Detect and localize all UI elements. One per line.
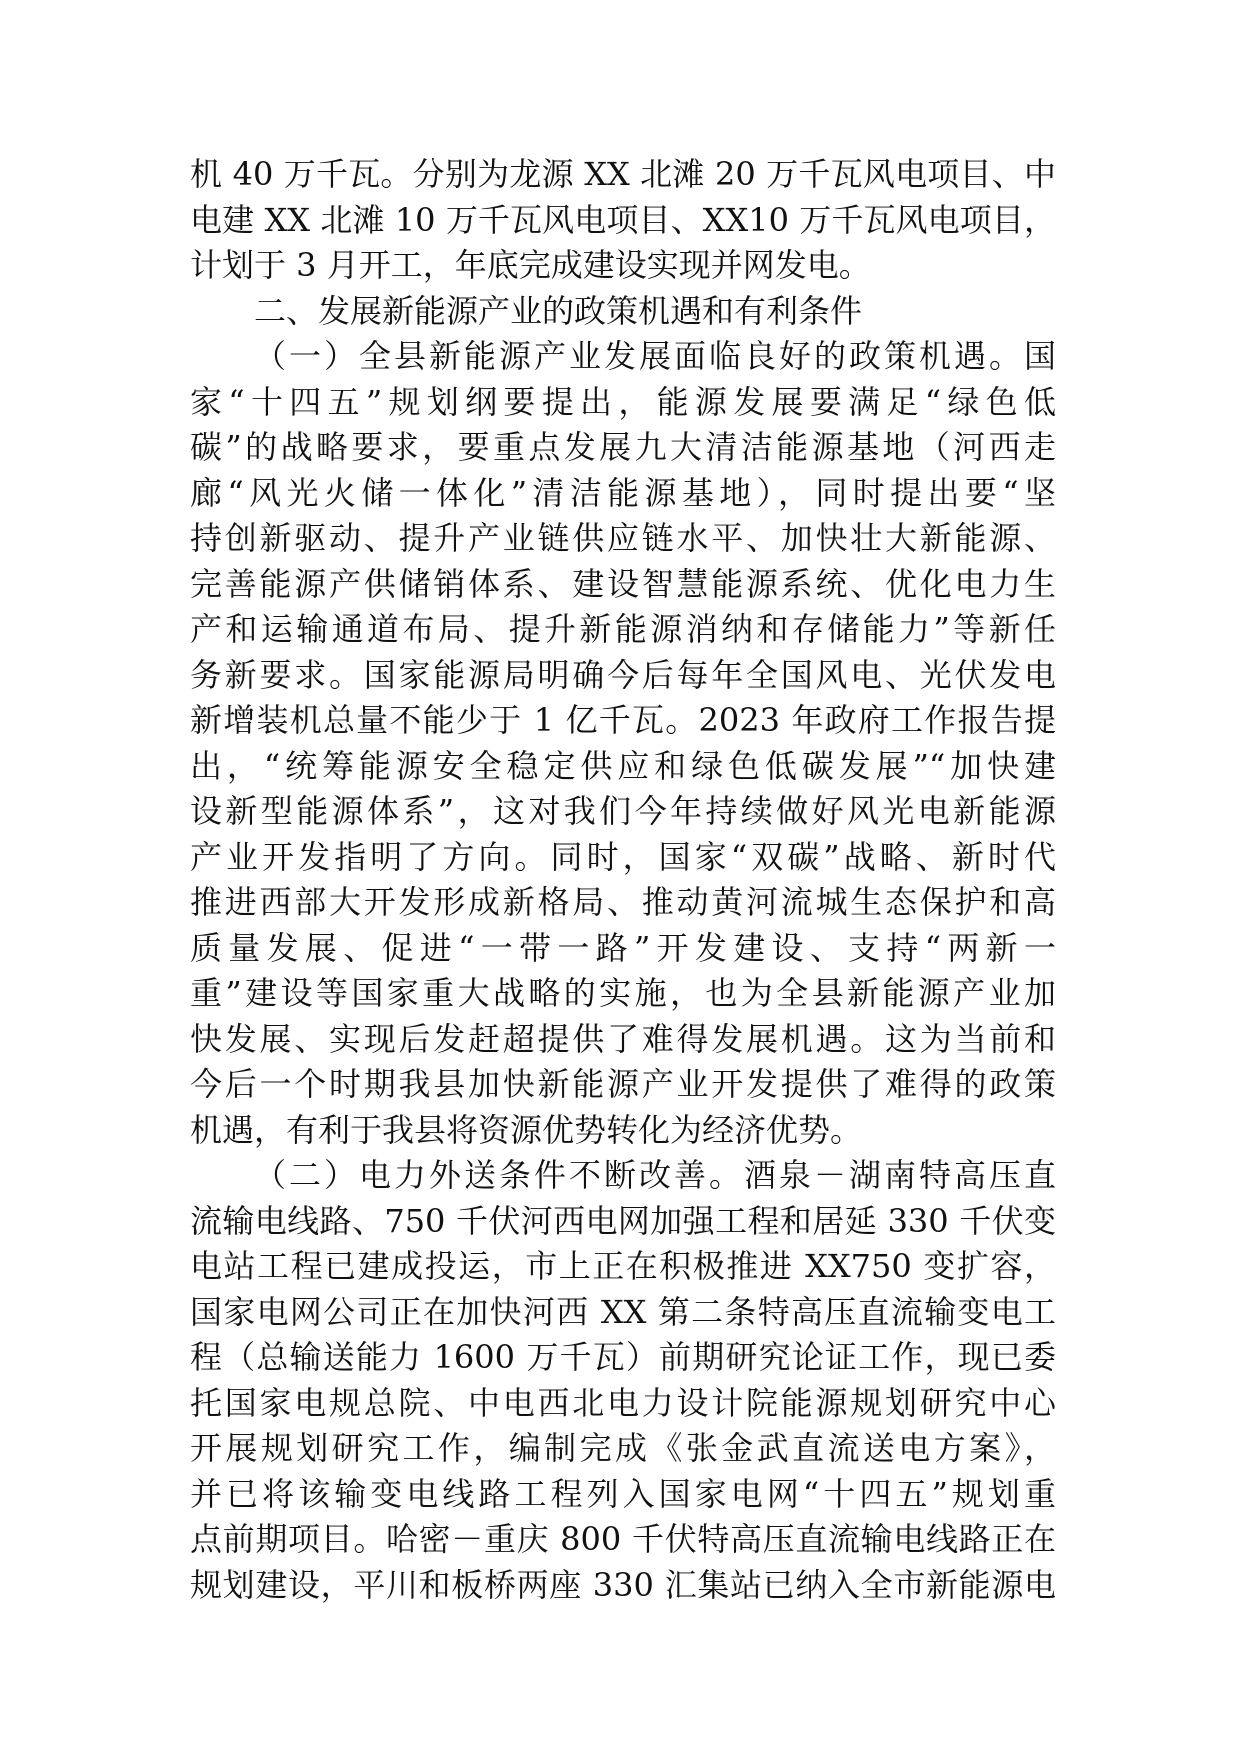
text-line: 新增装机总量不能少于 1 亿千瓦。2023 年政府工作报告提 xyxy=(190,701,1056,739)
text-line: 计划于 3 月开工，年底完成建设实现并网发电。 xyxy=(190,246,871,284)
text-line: 碳”的战略要求，要重点发展九大清洁能源基地（河西走 xyxy=(190,428,1056,466)
text-line: 完善能源产供储销体系、建设智慧能源系统、优化电力生 xyxy=(190,564,1056,603)
document-page xyxy=(190,152,1056,1608)
text-line: 点前期项目。哈密－重庆 800 千伏特高压直流输电线路正在 xyxy=(190,1520,1056,1558)
text-line: 规划建设，平川和板桥两座 330 汇集站已纳入全市新能源电 xyxy=(190,1565,1056,1604)
text-line: 重”建设等国家重大战略的实施，也为全县新能源产业加 xyxy=(190,974,1056,1012)
text-line: 设新型能源体系”，这对我们今年持续做好风光电新能源 xyxy=(190,792,1056,830)
text-line: 廊“风光火储一体化”清洁能源基地），同时提出要“坚 xyxy=(190,473,1056,512)
text-line: 质量发展、促进“一带一路”开发建设、支持“两新一 xyxy=(190,928,1056,967)
text-line: 产和运输通道布局、提升新能源消纳和存储能力”等新任 xyxy=(190,610,1056,648)
text-line: 机 40 万千瓦。分别为龙源 XX 北滩 20 万千瓦风电项目、中 xyxy=(190,155,1056,193)
text-line: 程（总输送能力 1600 万千瓦）前期研究论证工作，现已委 xyxy=(190,1338,1056,1376)
text-line: 务新要求。国家能源局明确今后每年全国风电、光伏发电 xyxy=(190,655,1056,694)
text-line: 并已将该输变电线路工程列入国家电网“十四五”规划重 xyxy=(190,1474,1056,1513)
text-line: 机遇，有利于我县将资源优势转化为经济优势。 xyxy=(190,1110,863,1149)
text-line: 流输电线路、750 千伏河西电网加强工程和居延 330 千伏变 xyxy=(190,1201,1056,1240)
text-line: 今后一个时期我县加快新能源产业开发提供了难得的政策 xyxy=(190,1065,1056,1103)
text-line: 出，“统筹能源安全稳定供应和绿色低碳发展”“加快建 xyxy=(190,746,1056,785)
text-line: 二、发展新能源产业的政策机遇和有利条件 xyxy=(254,291,863,330)
text-line: 快发展、实现后发赶超提供了难得发展机遇。这为当前和 xyxy=(190,1019,1056,1058)
text-line: 产业开发指明了方向。同时，国家“双碳”战略、新时代 xyxy=(190,837,1056,876)
text-line: 托国家电规总院、中电西北电力设计院能源规划研究中心 xyxy=(190,1383,1056,1422)
text-line: 推进西部大开发形成新格局、推动黄河流城生态保护和高 xyxy=(190,883,1056,921)
text-line: 开展规划研究工作，编制完成《张金武直流送电方案》， xyxy=(190,1429,1056,1467)
text-line: 电站工程已建成投运，市上正在积极推进 XX750 变扩容， xyxy=(190,1247,1056,1285)
text-line: （一）全县新能源产业发展面临良好的政策机遇。国 xyxy=(254,337,1056,375)
text-line: 国家电网公司正在加快河西 XX 第二条特高压直流输变电工 xyxy=(190,1292,1056,1331)
text-line: 家“十四五”规划纲要提出，能源发展要满足“绿色低 xyxy=(190,382,1056,421)
text-line: （二）电力外送条件不断改善。酒泉－湖南特高压直 xyxy=(254,1156,1056,1194)
text-line: 持创新驱动、提升产业链供应链水平、加快壮大新能源、 xyxy=(190,519,1056,557)
text-line: 电建 XX 北滩 10 万千瓦风电项目、XX10 万千瓦风电项目， xyxy=(190,200,1056,239)
